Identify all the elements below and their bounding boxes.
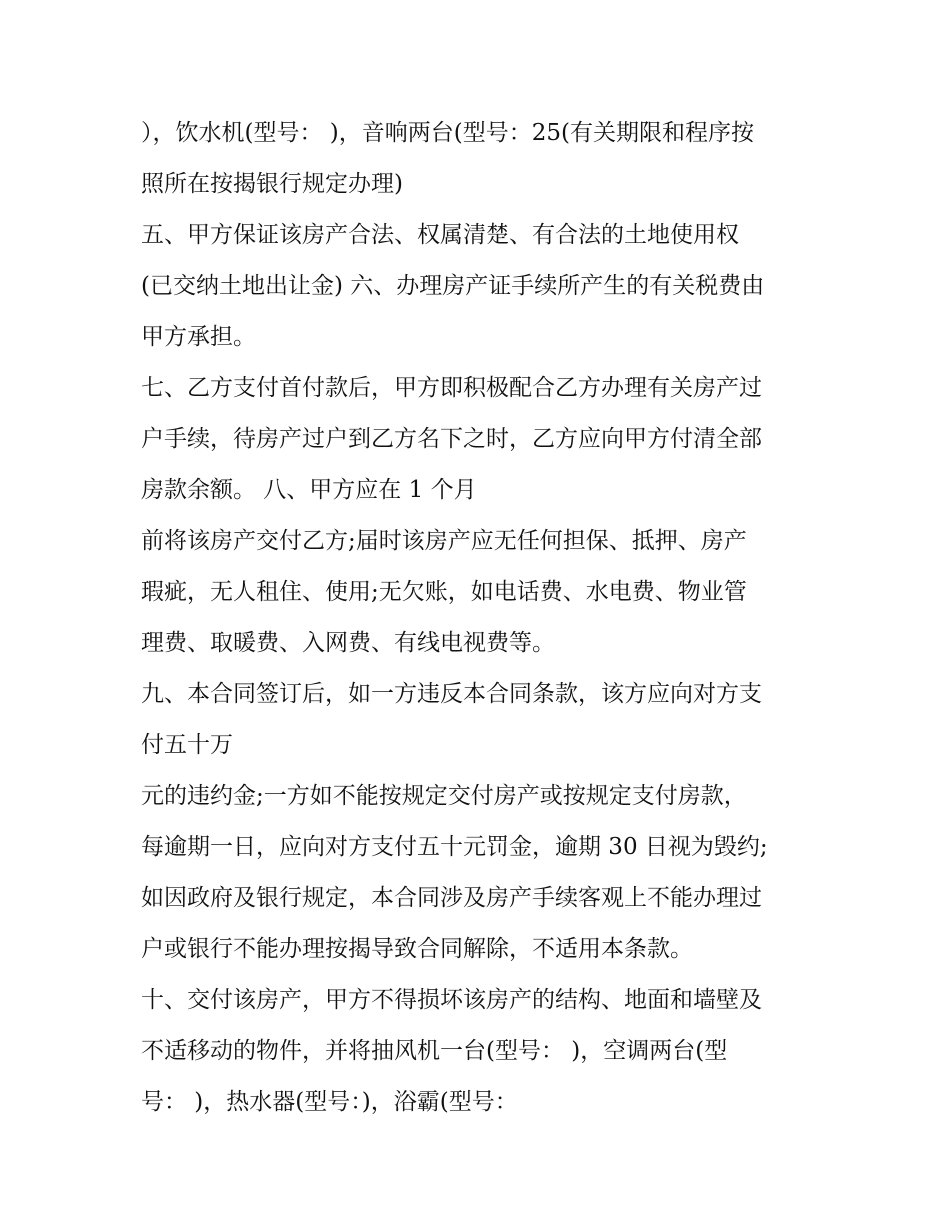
text-line: 前将该房产交付乙方;届时该房产应无任何担保、抵押、房产: [141, 528, 747, 554]
text-line: 照所在按揭银行规定办理): [141, 171, 403, 197]
text-line: (已交纳土地出让金) 六、办理房产证手续所产生的有关税费由: [141, 273, 765, 299]
text-line: 理费、取暖费、入网费、有线电视费等。: [141, 630, 555, 656]
text-line: 元的违约金;一方如不能按规定交付房产或按规定支付房款，: [141, 783, 747, 809]
text-line: 九、本合同签订后，如一方违反本合同条款，该方应向对方支: [141, 681, 762, 707]
text-line: 户手续，待房产过户到乙方名下之时，乙方应向甲方付清全部: [141, 426, 762, 452]
text-line: 每逾期一日，应向对方支付五十元罚金，逾期 30 日视为毁约;: [141, 834, 768, 860]
text-line: 甲方承担。: [141, 324, 256, 350]
text-line: 如因政府及银行规定，本合同涉及房产手续客观上不能办理过: [141, 885, 762, 911]
text-line: 五、甲方保证该房产合法、权属清楚、有合法的土地使用权: [141, 222, 739, 248]
document-body: [141, 108, 831, 1128]
text-line: 不适移动的物件，并将抽风机一台(型号： )，空调两台(型: [141, 1038, 728, 1064]
text-line: 七、乙方支付首付款后，甲方即积极配合乙方办理有关房产过: [141, 375, 762, 401]
text-line: 房款余额。 八、甲方应在 1 个月: [141, 477, 477, 503]
text-line: 号： )，热水器(型号：)，浴霸(型号：: [141, 1089, 518, 1115]
text-line: 十、交付该房产，甲方不得损坏该房产的结构、地面和墙壁及: [141, 987, 762, 1013]
text-line: ），饮水机(型号： )，音响两台(型号：25(有关期限和程序按: [141, 120, 754, 146]
text-line: 户或银行不能办理按揭导致合同解除，不适用本条款。: [141, 936, 693, 962]
text-line: 付五十万: [141, 732, 233, 758]
text-line: 瑕疵，无人租住、使用;无欠账，如电话费、水电费、物业管: [141, 579, 747, 605]
